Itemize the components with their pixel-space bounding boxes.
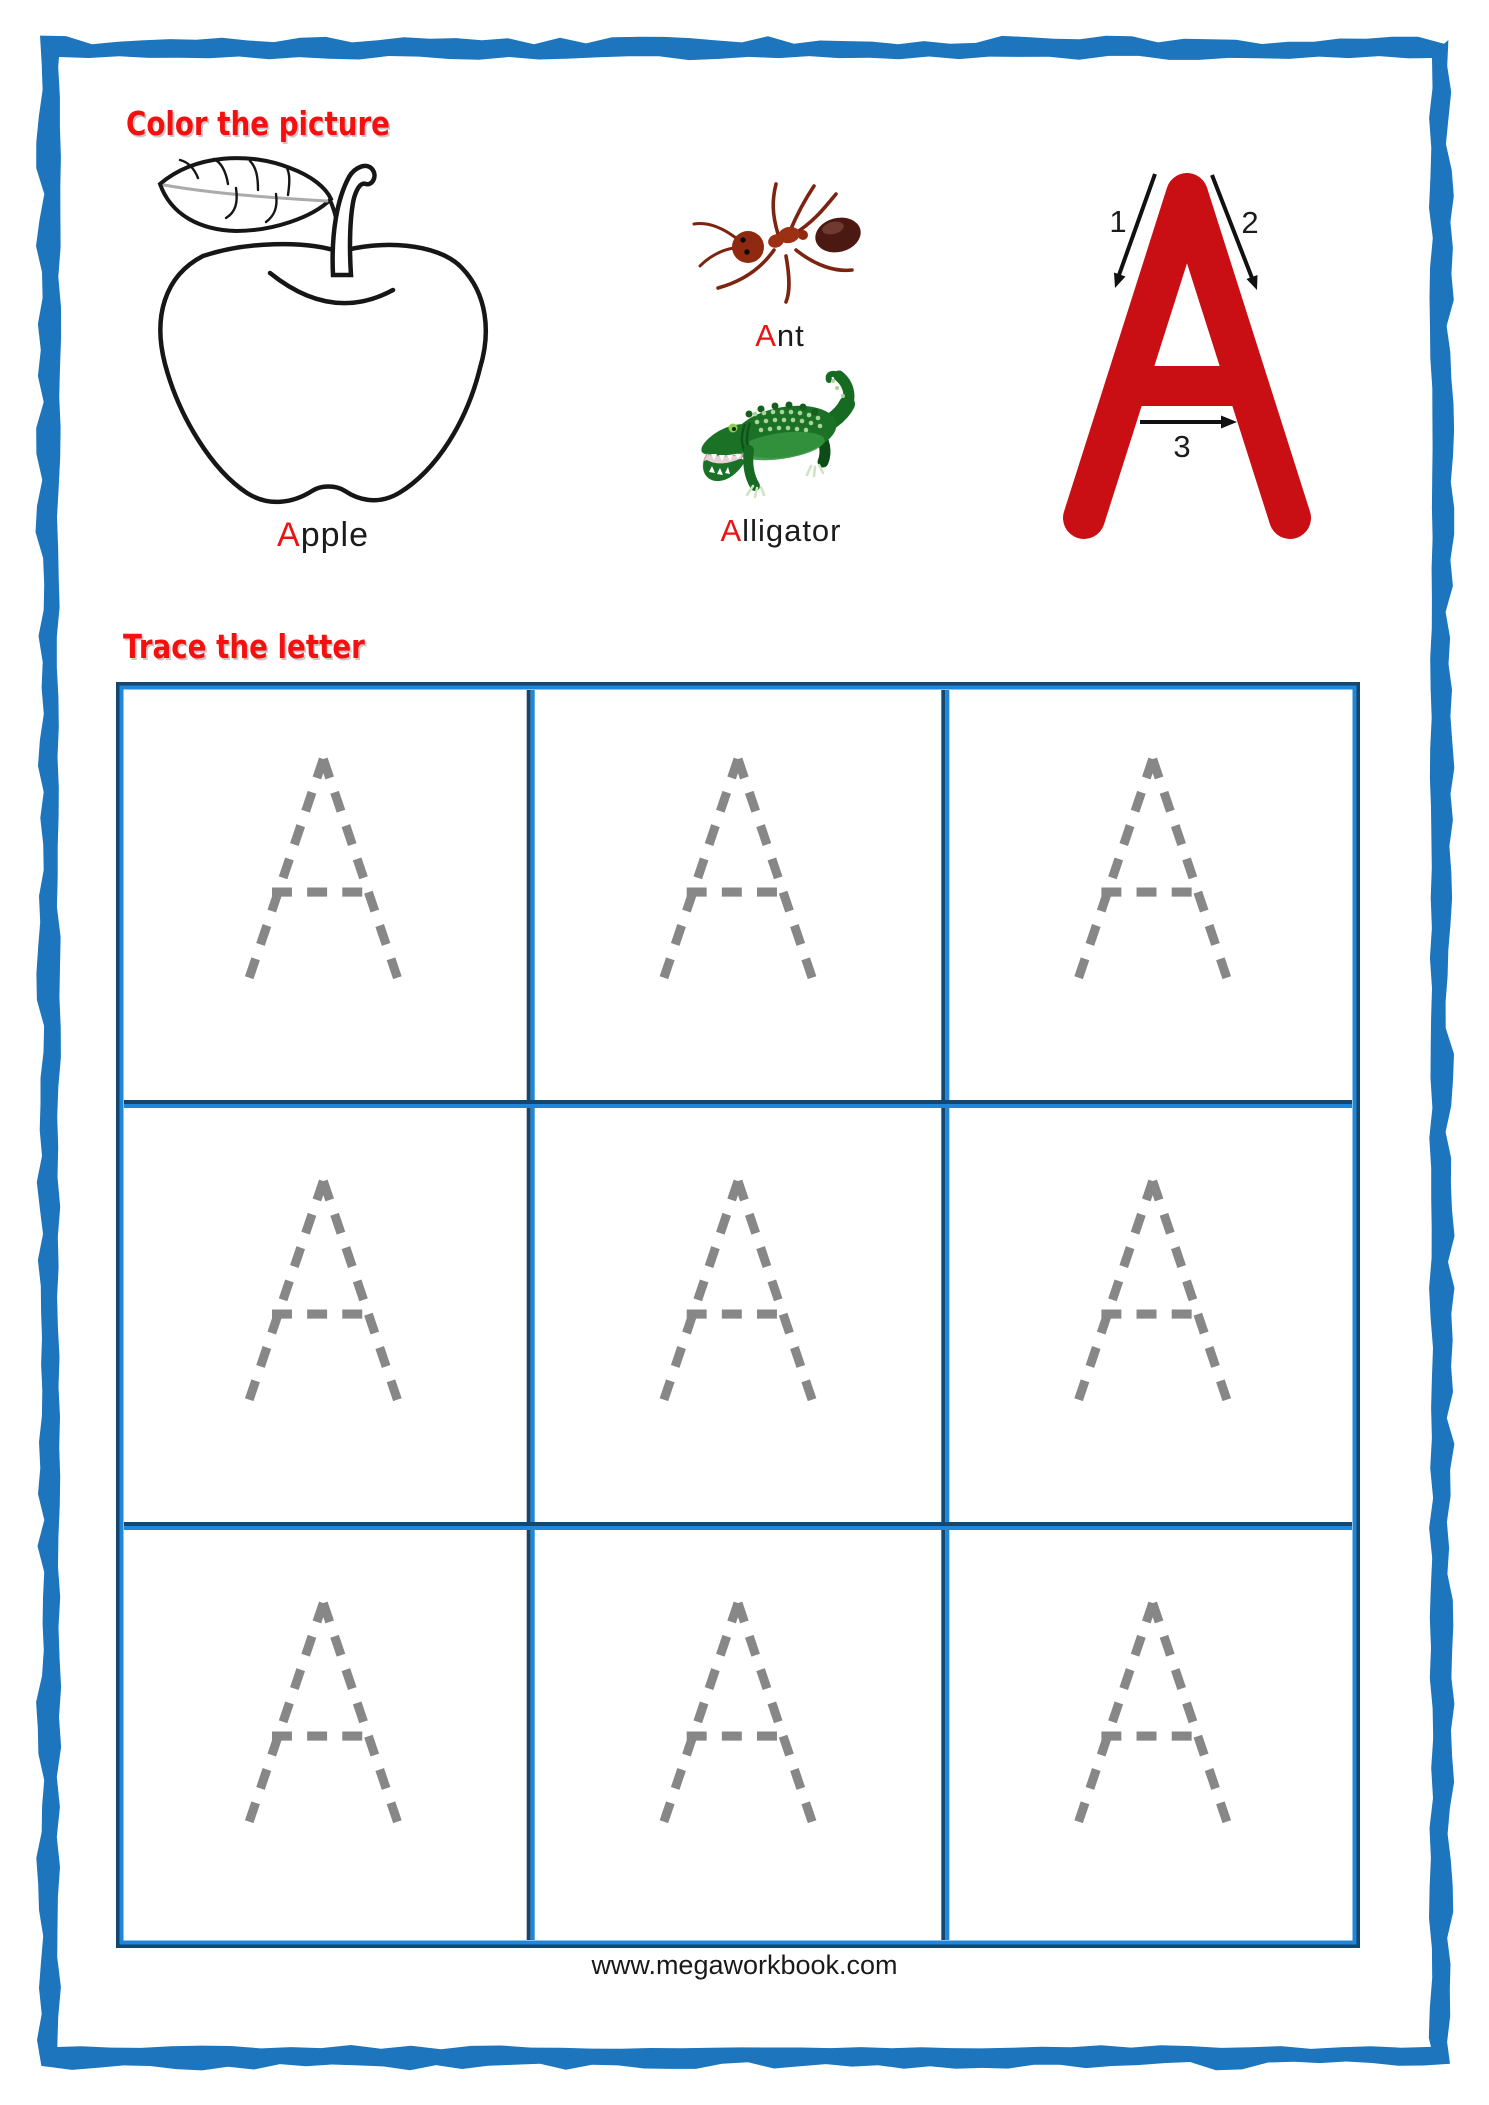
alligator-illustration [697, 368, 867, 506]
apple-leaf [160, 158, 338, 248]
label-apple [277, 516, 369, 555]
trace-letter [660, 1603, 816, 1833]
letter-example-A-shape [1084, 194, 1290, 518]
label-ant [755, 318, 805, 354]
label-alligator-initial: A [720, 513, 743, 548]
ant-head [732, 231, 764, 263]
stroke-2-number: 2 [1241, 205, 1259, 240]
trace-letter [1075, 1181, 1231, 1411]
ant-eye [740, 237, 745, 242]
trace-letter-cells [245, 759, 1230, 1833]
ant-eye [744, 249, 749, 254]
alligator-pupil [732, 427, 736, 431]
alligator-claws [747, 465, 823, 497]
footer-website: www.megaworkbook.com [591, 1950, 898, 1980]
label-apple-initial: A [277, 516, 301, 554]
ant-antennae [694, 224, 736, 266]
trace-letter [1075, 1603, 1231, 1833]
trace-letter [245, 1603, 401, 1833]
stroke-3-number: 3 [1173, 429, 1191, 464]
apple-illustration [140, 118, 500, 513]
label-ant-rest: nt [776, 318, 805, 353]
apple-body [160, 244, 485, 502]
label-apple-rest: pple [300, 516, 369, 554]
label-alligator-rest: lligator [742, 513, 842, 548]
trace-letter [1075, 759, 1231, 989]
letter-example [1058, 166, 1318, 546]
ant-illustration [690, 178, 865, 306]
label-alligator [720, 513, 841, 549]
ant-abdomen [812, 213, 865, 257]
heading-trace-the-letter: Trace the letter [123, 627, 365, 666]
stroke-1-number: 1 [1109, 204, 1127, 239]
trace-letter [660, 1181, 816, 1411]
trace-letter [245, 1181, 401, 1411]
stroke-3-arrow [1140, 416, 1237, 429]
trace-letter [660, 759, 816, 989]
label-ant-initial: A [755, 318, 777, 353]
trace-grid [116, 682, 1360, 1948]
heading-color-the-picture: Color the picture [126, 104, 390, 143]
trace-letter [245, 759, 401, 989]
